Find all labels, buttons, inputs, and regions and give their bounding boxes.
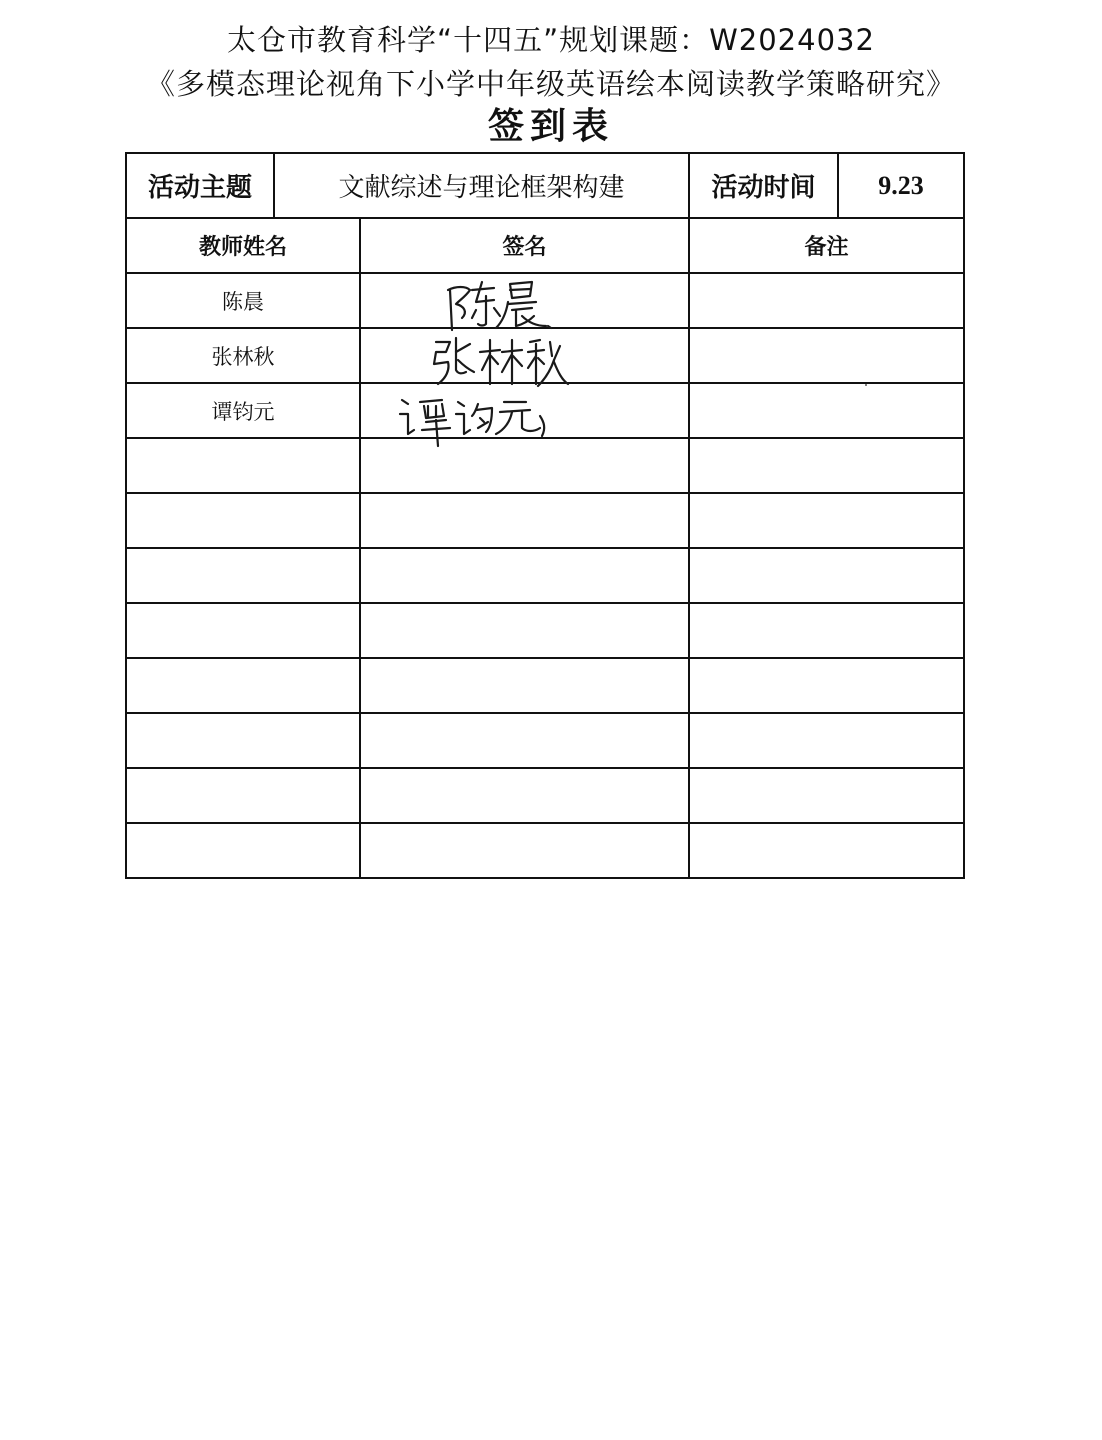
- remarks-cell: [690, 604, 963, 657]
- project-title: 太仓市教育科学“十四五”规划课题：W2024032: [227, 23, 875, 57]
- research-title: 《多模态理论视角下小学中年级英语绘本阅读教学策略研究》: [145, 67, 956, 101]
- signature-cell: [361, 494, 688, 547]
- handwritten-signature-1: [420, 276, 570, 338]
- teacher-name: [127, 659, 359, 712]
- remarks-cell: [690, 329, 963, 382]
- remarks-cell: [690, 384, 963, 437]
- time-value: 9.23: [878, 170, 924, 200]
- sign-in-table: [125, 152, 965, 879]
- topic-label: 活动主题: [147, 173, 252, 203]
- signature-cell: [361, 659, 688, 712]
- remarks-cell: [690, 274, 963, 327]
- handwritten-signature-2: [428, 330, 570, 394]
- remarks-cell: [690, 769, 963, 822]
- signature-cell: [361, 549, 688, 602]
- teacher-name: 陈晨: [222, 289, 264, 314]
- teacher-name: [127, 769, 359, 822]
- topic-value: 文献综述与理论框架构建: [338, 173, 625, 203]
- teacher-name: 张林秋: [211, 344, 275, 369]
- time-label: 活动时间: [711, 173, 816, 203]
- table-border-right: [963, 152, 965, 879]
- remarks-cell: [690, 494, 963, 547]
- teacher-name: [127, 549, 359, 602]
- remarks-cell: [690, 659, 963, 712]
- remarks-cell: [690, 824, 963, 877]
- sheet-title: 签到表: [487, 106, 614, 147]
- signature-cell: [361, 769, 688, 822]
- teacher-name: 谭钧元: [211, 399, 275, 424]
- signature-cell: [361, 604, 688, 657]
- column-header-name: 教师姓名: [198, 235, 287, 260]
- teacher-name: [127, 439, 359, 492]
- column-header-remarks: 备注: [804, 235, 849, 260]
- remarks-cell: [690, 714, 963, 767]
- column-header-signature: 签名: [502, 235, 547, 260]
- signature-cell: [361, 714, 688, 767]
- teacher-name: [127, 604, 359, 657]
- teacher-name: [127, 494, 359, 547]
- teacher-name: [127, 824, 359, 877]
- teacher-name: [127, 714, 359, 767]
- scan-speck: [865, 384, 867, 386]
- remarks-cell: [690, 439, 963, 492]
- handwritten-signature-3: [396, 392, 560, 450]
- remarks-cell: [690, 549, 963, 602]
- table-border-bottom: [125, 877, 965, 879]
- signature-cell: [361, 824, 688, 877]
